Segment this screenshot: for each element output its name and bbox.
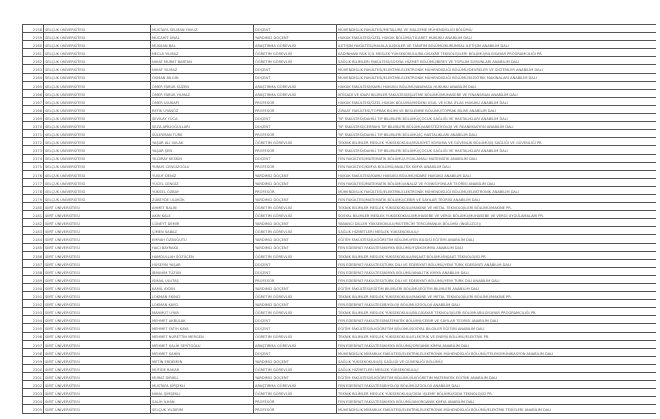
department-cell[interactable]: MÜHENDİSLİK MİMARLIK FAKÜLTESİ/ELEKTRİK-ELEKTRONİK MÜHENDİSLİĞİ BÖLÜMÜ/TELEKOMÜNİKASYON ANABİLİM DALI [337,348,657,356]
name-cell[interactable]: MÜFİDE BAKAR [151,364,254,372]
department-cell[interactable]: HUKUK FAKÜLTESİ/KAMU HUKUKU BÖLÜMÜ/İDARE HUKUKU ANABİLİM DALI [337,170,657,178]
name-cell[interactable]: MEHMET AKBULAK [151,316,254,324]
table-row[interactable] [23,324,657,332]
university-cell[interactable]: SELÇUK ÜNİVERSİTESİ [44,73,151,81]
table-row[interactable] [23,373,657,381]
row-number[interactable]: 2199 [23,356,44,364]
row-number[interactable]: 2192 [23,300,44,308]
name-cell[interactable]: MEHMET FATİH KAYA [151,324,254,332]
name-cell[interactable]: MÜCAHİT ÜNAL [151,33,254,41]
department-cell[interactable]: SAĞLIK YÜKSEKOKULU/İŞ SAĞLIĞI VE GÜVENLİĞİ BÖLÜMÜ/ [337,356,657,364]
table-row[interactable] [23,33,657,41]
table-row[interactable] [23,259,657,267]
name-cell[interactable]: AKIN KALE [151,211,254,219]
department-cell[interactable]: EĞİTİM FAKÜLTESİ/EĞİTİM BİLİMLERİ BÖLÜMÜ/EĞİTİM BİLİMLERİ ANABİLİM DALI [337,284,657,292]
table-row[interactable] [23,397,657,405]
name-cell[interactable]: NİHAT YILMAZ [151,65,254,73]
department-cell[interactable]: ZİRAAT FAKÜLTESİ/TOPRAK BİLİMİ VE BESLENME BÖLÜMÜ/TOPRAK BİLİMİ ANABİLİM DALI [337,105,657,113]
department-cell[interactable]: FEN EDEBİYAT FAKÜLTESİ/KİMYA BÖLÜMÜ/ANALİTİK KİMYA ANABİLİM DALI [337,267,657,275]
name-cell[interactable]: MEHMET SALİH SEYİTOĞLU [151,340,254,348]
university-cell[interactable]: SELÇUK ÜNİVERSİTESİ [44,154,151,162]
name-cell[interactable]: SALİH İLHAN [151,397,254,405]
name-cell[interactable]: LOKMAN KAYCI [151,300,254,308]
table-row[interactable] [23,356,657,364]
department-cell[interactable]: TIP FAKÜLTESİ/DAHİLİ TIP BİLİMLERİ BÖLÜMÜ/İÇ HASTALIKLARI ANABİLİM DALI [337,130,657,138]
department-cell[interactable]: TEKNİK BİLİMLER MESLEK YÜKSEKOKULU/BİLGİSAYAR TEKNOLOJİLERİ BÖLÜMÜ/BİLGİSAYAR PROGRAMCILIĞI PR. [337,308,657,316]
department-cell[interactable]: MÜHENDİSLİK FAKÜLTESİ/ELEKTRİK-ELEKTRONİK MÜHENDİSLİĞİ BÖLÜMÜ/ELEKTRİK MAKİNALARI ANABİLİM DALI [337,73,657,81]
table-row[interactable] [23,211,657,219]
university-cell[interactable]: SİİRT ÜNİVERSİTESİ [44,389,151,397]
table-row[interactable] [23,122,657,130]
table-row[interactable] [23,284,657,292]
title-cell[interactable]: ARAŞTIRMA GÖREVLİSİ [254,340,337,348]
table-row[interactable] [23,219,657,227]
title-cell[interactable]: PROFESÖR [254,146,337,154]
table-row[interactable] [23,364,657,372]
row-number[interactable]: 2160 [23,41,44,49]
name-cell[interactable]: YILDIRAY KESKİN [151,154,254,162]
name-cell[interactable]: HÜSEYİN YAŞAR [151,259,254,267]
title-cell[interactable]: YARDIMCI DOÇENT [254,356,337,364]
department-cell[interactable]: FEN FAKÜLTESİ/MATEMATİK BÖLÜMÜ/ANALİZ VE FONKSİYONLAR TEORİSİ ANABİLİM DALI [337,178,657,186]
name-cell[interactable]: NECLA YILMAZ [151,49,254,57]
department-cell[interactable]: TEKNİK BİLİMLER MESLEK YÜKSEKOKULU/MÜLKİYET KORUMA VE GÜVENLİK BÖLÜMÜ/İŞ SAĞLIĞI VE GÜVENLİĞİ PR. [337,138,657,146]
row-number[interactable]: 2174 [23,154,44,162]
university-cell[interactable]: SİİRT ÜNİVERSİTESİ [44,211,151,219]
department-cell[interactable]: TEKNİK BİLİMLER MESLEK YÜKSEKOKULU/GIDA İŞLEME BÖLÜMÜ/GIDA TEKNOLOJİSİ PR. [337,389,657,397]
name-cell[interactable]: HACI BAYRAKA [151,243,254,251]
table-row[interactable] [23,105,657,113]
row-number[interactable]: 2179 [23,194,44,202]
title-cell[interactable]: PROFESÖR [254,130,337,138]
name-cell[interactable]: İSMAİL ULUTAŞ [151,275,254,283]
table-row[interactable] [23,381,657,389]
name-cell[interactable]: KAMİL AYDIN [151,284,254,292]
name-cell[interactable]: NİHAT MURAT BARTAN [151,57,254,65]
row-number[interactable]: 2164 [23,73,44,81]
row-number[interactable]: 2205 [23,405,44,413]
title-cell[interactable]: DOÇENT [254,154,337,162]
title-cell[interactable]: ÖĞRETİM GÖREVLİSİ [254,389,337,397]
title-cell[interactable]: YARDIMCI DOÇENT [254,284,337,292]
department-cell[interactable]: FEN EDEBİYAT FAKÜLTESİ/BİYOLOJİ BÖLÜMÜ/ZOOLOJİ ANABİLİM DALI [337,381,657,389]
title-cell[interactable]: YARDIMCI DOÇENT [254,243,337,251]
department-cell[interactable]: TIP FAKÜLTESİ/DAHİLİ TIP BİLİMLERİ BÖLÜMÜ/ÇOCUK SAĞLIĞI VE HASTALIKLARI ANABİLİM DALI [337,114,657,122]
name-cell[interactable]: ÇİMEN SABAZ [151,227,254,235]
table-row[interactable] [23,186,657,194]
row-number[interactable]: 2198 [23,348,44,356]
department-cell[interactable]: FEN EDEBİYAT FAKÜLTESİ/MATEMATİK BÖLÜMÜ/CEBİR VE SAYILAR TEORİSİ ANABİLİM DALI [337,316,657,324]
title-cell[interactable]: ÖĞRETİM GÖREVLİSİ [254,227,337,235]
title-cell[interactable]: DOÇENT [254,122,337,130]
name-cell[interactable]: SELÇUK YILDIRIM [151,405,254,413]
university-cell[interactable]: SELÇUK ÜNİVERSİTESİ [44,57,151,65]
department-cell[interactable]: FEN EDEBİYAT FAKÜLTESİ/TÜRK DİLİ VE EDEBİYATI BÖLÜMÜ/YENİ TÜRK DİLİ ANABİLİM DALI [337,275,657,283]
department-cell[interactable]: MÜHENDİSLİK FAKÜLTESİ/ELEKTRİK-ELEKTRONİK MÜHENDİSLİĞİ BÖLÜMÜ/ELEKTRONİK ANABİLİM DALI [337,186,657,194]
row-number[interactable]: 2204 [23,397,44,405]
name-cell[interactable]: YAŞAR ALİ SULAK [151,138,254,146]
table-row[interactable] [23,81,657,89]
title-cell[interactable]: DOÇENT [254,267,337,275]
row-number[interactable]: 2187 [23,259,44,267]
row-number[interactable]: 2186 [23,251,44,259]
university-cell[interactable]: SELÇUK ÜNİVERSİTESİ [44,49,151,57]
title-cell[interactable]: PROFESÖR [254,397,337,405]
title-cell[interactable]: YARDIMCI DOÇENT [254,219,337,227]
title-cell[interactable]: DOÇENT [254,114,337,122]
title-cell[interactable]: DOÇENT [254,25,337,33]
row-number[interactable]: 2165 [23,81,44,89]
table-row[interactable] [23,97,657,105]
name-cell[interactable]: MAHMUT UYAR [151,308,254,316]
row-number[interactable]: 2195 [23,324,44,332]
table-row[interactable] [23,73,657,81]
department-cell[interactable]: EĞİTİM FAKÜLTESİ/İLKÖĞRETİM BÖLÜMÜ/SOSYAL BİLGİLER EĞİTİMİ ANABİLİM DALI [337,324,657,332]
table-row[interactable] [23,235,657,243]
department-cell[interactable]: FEN EDEBİYAT FAKÜLTESİ/KİMYA BÖLÜMÜ/FİZİKOKİMYA ANABİLİM DALI [337,243,657,251]
title-cell[interactable]: ARAŞTIRMA GÖREVLİSİ [254,381,337,389]
name-cell[interactable]: EMRAH ÖZBUĞUTU [151,235,254,243]
title-cell[interactable]: ÖĞRETİM GÖREVLİSİ [254,203,337,211]
name-cell[interactable]: SEZA APİLİOĞULLARI [151,122,254,130]
row-number[interactable]: 2189 [23,275,44,283]
title-cell[interactable]: ÖĞRETİM GÖREVLİSİ [254,251,337,259]
row-number[interactable]: 2203 [23,389,44,397]
name-cell[interactable]: İBRAHİM TÜZÜN [151,267,254,275]
name-cell[interactable]: YÜCEL CENGİZ [151,178,254,186]
university-cell[interactable]: SELÇUK ÜNİVERSİTESİ [44,162,151,170]
title-cell[interactable]: YARDIMCI DOÇENT [254,194,337,202]
title-cell[interactable]: YARDIMCI DOÇENT [254,373,337,381]
row-number[interactable]: 2197 [23,340,44,348]
title-cell[interactable]: ARAŞTIRMA GÖREVLİSİ [254,81,337,89]
department-cell[interactable]: HUKUK FAKÜLTESİ/ÖZEL HUKUK BÖLÜMÜ/TİCARET HUKUKU ANABİLİM DALI [337,33,657,41]
table-row[interactable] [23,178,657,186]
title-cell[interactable]: ÖĞRETİM GÖREVLİSİ [254,308,337,316]
title-cell[interactable]: DOÇENT [254,324,337,332]
table-row[interactable] [23,114,657,122]
university-cell[interactable]: SİİRT ÜNİVERSİTESİ [44,332,151,340]
title-cell[interactable]: YARDIMCI DOÇENT [254,170,337,178]
department-cell[interactable]: HUKUK FAKÜLTESİ/KAMU HUKUKU BÖLÜMÜ/ANAYASA HUKUKU ANABİLİM DALI [337,81,657,89]
table-row[interactable] [23,162,657,170]
title-cell[interactable]: YARDIMCI DOÇENT [254,33,337,41]
university-cell[interactable]: SELÇUK ÜNİVERSİTESİ [44,41,151,49]
name-cell[interactable]: ÖMER ULUKAPI [151,97,254,105]
university-cell[interactable]: SİİRT ÜNİVERSİTESİ [44,235,151,243]
university-cell[interactable]: SELÇUK ÜNİVERSİTESİ [44,65,151,73]
row-number[interactable]: 2168 [23,105,44,113]
name-cell[interactable]: AHMET BALIN [151,203,254,211]
university-cell[interactable]: SELÇUK ÜNİVERSİTESİ [44,114,151,122]
row-number[interactable]: 2185 [23,243,44,251]
table-row[interactable] [23,300,657,308]
name-cell[interactable]: MUSTAFA SELMAN YAVUZ [151,25,254,33]
title-cell[interactable]: PROFESÖR [254,186,337,194]
title-cell[interactable]: DOÇENT [254,316,337,324]
row-number[interactable]: 2159 [23,33,44,41]
name-cell[interactable]: MEHMET ŞAHİN [151,348,254,356]
name-cell[interactable]: ÖMER FARUK YILMAZ [151,89,254,97]
university-cell[interactable]: SİİRT ÜNİVERSİTESİ [44,227,151,235]
name-cell[interactable]: METİN ERDEMEN [151,356,254,364]
department-cell[interactable]: MÜHENDİSLİK FAKÜLTESİ/METALURJİ VE MALZEME MÜHENDİSLİĞİ BÖLÜMÜ/ [337,25,657,33]
staff-table [22,24,656,414]
row-number[interactable]: 2170 [23,122,44,130]
department-cell[interactable]: TIP FAKÜLTESİ/DAHİLİ TIP BİLİMLERİ BÖLÜMÜ/ÇOCUK SAĞLIĞI VE HASTALIKLARI ANABİLİM DALI [337,146,657,154]
department-cell[interactable]: İLETİŞİM FAKÜLTESİ/HALKLA İLİŞKİLER VE TANITIM BÖLÜMÜ/KURUMSAL İLETİŞİM ANABİLİM DALI [337,41,657,49]
department-cell[interactable]: FEN FAKÜLTESİ/MATEMATİK BÖLÜMÜ/CEBİR VE SAYILAR TEORİSİ ANABİLİM DALI [337,194,657,202]
university-cell[interactable]: SELÇUK ÜNİVERSİTESİ [44,194,151,202]
table-row[interactable] [23,41,657,49]
department-cell[interactable]: SAĞLIK HİZMETLERİ MESLEK YÜKSEKOKULU// [337,227,657,235]
name-cell[interactable]: YÜKSEL ÖZBAY [151,186,254,194]
table-row[interactable] [23,146,657,154]
title-cell[interactable]: DOÇENT [254,73,337,81]
title-cell[interactable]: DOÇENT [254,348,337,356]
table-row[interactable] [23,348,657,356]
department-cell[interactable]: TIP FAKÜLTESİ/CERRAHİ TIP BİLİMLERİ BÖLÜMÜ/ANESTEZİYOLOJİ VE REANİMASYON ANABİLİM DALI [337,122,657,130]
row-number[interactable]: 2188 [23,267,44,275]
name-cell[interactable]: MUSTAFA ŞİPŞEKLİ [151,381,254,389]
table-row[interactable] [23,89,657,97]
university-cell[interactable]: SİİRT ÜNİVERSİTESİ [44,324,151,332]
table-row[interactable] [23,65,657,73]
department-cell[interactable]: TEKNİK BİLİMLER MESLEK YÜKSEKOKULU/MAKİNE VE METAL TEKNOLOJİLERİ BÖLÜMÜ/MAKİNE PR. [337,292,657,300]
name-cell[interactable]: MURAT DİRİKLİ [151,373,254,381]
university-cell[interactable]: SİİRT ÜNİVERSİTESİ [44,219,151,227]
university-cell[interactable]: SİİRT ÜNİVERSİTESİ [44,348,151,356]
row-number[interactable]: 2163 [23,65,44,73]
name-cell[interactable]: NİHAL ŞİMŞEKLİ [151,389,254,397]
university-cell[interactable]: SELÇUK ÜNİVERSİTESİ [44,146,151,154]
title-cell[interactable]: ÖĞRETİM GÖREVLİSİ [254,57,337,65]
row-number[interactable]: 2194 [23,316,44,324]
department-cell[interactable]: HUKUK FAKÜLTESİ/ÖZEL HUKUK BÖLÜMÜ/MEDENİ USUL VE İCRA İFLAS HUKUKU ANABİLİM DALI [337,97,657,105]
department-cell[interactable]: FEN EDEBİYAT FAKÜLTESİ/KİMYA BÖLÜMÜ/ORGANİK KİMYA ANABİLİM DALI [337,340,657,348]
table-row[interactable] [23,316,657,324]
row-number[interactable]: 2166 [23,89,44,97]
table-row[interactable] [23,138,657,146]
table-row[interactable] [23,389,657,397]
title-cell[interactable]: ÖĞRETİM GÖREVLİSİ [254,332,337,340]
department-cell[interactable]: FEN EDEBİYAT FAKÜLTESİ/BİYOLOJİ BÖLÜMÜ/ZOOLOJİ ANABİLİM DALI [337,300,657,308]
row-number[interactable]: 2180 [23,203,44,211]
name-cell[interactable]: CÜNEYT DEMİR [151,219,254,227]
table-row[interactable] [23,292,657,300]
university-cell[interactable]: SELÇUK ÜNİVERSİTESİ [44,97,151,105]
table-row[interactable] [23,203,657,211]
university-cell[interactable]: SİİRT ÜNİVERSİTESİ [44,259,151,267]
university-cell[interactable]: SİİRT ÜNİVERSİTESİ [44,203,151,211]
name-cell[interactable]: MÜSSAN BAL [151,41,254,49]
university-cell[interactable]: SİİRT ÜNİVERSİTESİ [44,300,151,308]
university-cell[interactable]: SELÇUK ÜNİVERSİTESİ [44,105,151,113]
university-cell[interactable]: SİİRT ÜNİVERSİTESİ [44,243,151,251]
name-cell[interactable]: YUSUF DENİZ [151,170,254,178]
row-number[interactable]: 2177 [23,178,44,186]
title-cell[interactable]: ÖĞRETİM GÖREVLİSİ [254,211,337,219]
title-cell[interactable]: PROFESÖR [254,275,337,283]
table-row[interactable] [23,25,657,33]
department-cell[interactable]: FEN FAKÜLTESİ/KİMYA BÖLÜMÜ/ANALİTİK KİMYA ANABİLİM DALI [337,162,657,170]
title-cell[interactable]: DOÇENT [254,259,337,267]
table-row[interactable] [23,154,657,162]
department-cell[interactable]: KADINHANI FAİK İÇİL MESLEK YÜKSEKOKULU/BİLGİSAYAR TEKNOLOJİLERİ BÖLÜMÜ/BİLGİSAYAR PROGRAMCILIĞI PR. [337,49,657,57]
title-cell[interactable]: PROFESÖR [254,97,337,105]
title-cell[interactable]: ARAŞTIRMA GÖREVLİSİ [254,41,337,49]
department-cell[interactable]: FEN EDEBİYAT FAKÜLTESİ/TÜRK DİLİ VE EDEBİYATI BÖLÜMÜ/YENİ TÜRK EDEBİYATI ANABİLİM DALI [337,259,657,267]
university-cell[interactable]: SELÇUK ÜNİVERSİTESİ [44,130,151,138]
department-cell[interactable]: TEKNİK BİLİMLER MESLEK YÜKSEKOKULU/MAKİNE VE METAL TEKNOLOJİLERİ BÖLÜMÜ/MAKİNE PR. [337,203,657,211]
department-cell[interactable]: MÜHENDİSLİK MİMARLIK FAKÜLTESİ/ELEKTRİK-ELEKTRONİK MÜHENDİSLİĞİ BÖLÜMÜ/ELEKTRİK TESİSLERİ ANABİLİM DALI [337,405,657,413]
university-cell[interactable]: SİİRT ÜNİVERSİTESİ [44,251,151,259]
row-number[interactable]: 2184 [23,235,44,243]
title-cell[interactable]: YARDIMCI DOÇENT [254,300,337,308]
table-row[interactable] [23,227,657,235]
table-row[interactable] [23,275,657,283]
row-number[interactable]: 2175 [23,162,44,170]
title-cell[interactable]: PROFESÖR [254,162,337,170]
title-cell[interactable]: ÖĞRETİM GÖREVLİSİ [254,49,337,57]
title-cell[interactable]: ÖĞRETİM GÖREVLİSİ [254,364,337,372]
row-number[interactable]: 2161 [23,49,44,57]
department-cell[interactable]: SAĞLIK BİLİMLERİ FAKÜLTESİ/SOSYAL HİZMET BÖLÜMÜ/BİREY VE TOPLUM SORUNLARI ANABİLİM DALI [337,57,657,65]
row-number[interactable]: 2196 [23,332,44,340]
name-cell[interactable]: HAMDULLAH SÖZÜÇEN [151,251,254,259]
row-number[interactable]: 2171 [23,130,44,138]
department-cell[interactable]: YABANCI DİLLER YÜKSEKOKULU/MÜTERCİM TERCÜMANLIK BÖLÜMÜ (İNGİLİZCE)/ [337,219,657,227]
department-cell[interactable]: SAĞLIK HİZMETLERİ MESLEK YÜKSEKOKULU// [337,364,657,372]
university-cell[interactable]: SELÇUK ÜNİVERSİTESİ [44,33,151,41]
name-cell[interactable]: ÖMER FARUK SÜZEN [151,81,254,89]
row-number[interactable]: 2169 [23,114,44,122]
university-cell[interactable]: SİİRT ÜNİVERSİTESİ [44,308,151,316]
row-number[interactable]: 2190 [23,284,44,292]
title-cell[interactable]: DOÇENT [254,65,337,73]
row-number[interactable]: 2181 [23,211,44,219]
row-number[interactable]: 2167 [23,97,44,105]
university-cell[interactable]: SİİRT ÜNİVERSİTESİ [44,284,151,292]
university-cell[interactable]: SİİRT ÜNİVERSİTESİ [44,267,151,275]
title-cell[interactable]: YARDIMCI DOÇENT [254,235,337,243]
table-row[interactable] [23,49,657,57]
university-cell[interactable]: SELÇUK ÜNİVERSİTESİ [44,178,151,186]
university-cell[interactable]: SİİRT ÜNİVERSİTESİ [44,340,151,348]
university-cell[interactable]: SİİRT ÜNİVERSİTESİ [44,292,151,300]
row-number[interactable]: 2162 [23,57,44,65]
row-number[interactable]: 2193 [23,308,44,316]
department-cell[interactable]: İKTİSADİ VE İDARİ BİLİMLER FAKÜLTESİ/İŞLETME BÖLÜMÜ/MUHASEBE VE FİNANSMAN ANABİLİM DALI [337,89,657,97]
university-cell[interactable]: SİİRT ÜNİVERSİTESİ [44,364,151,372]
row-number[interactable]: 2200 [23,364,44,372]
table-row[interactable] [23,267,657,275]
department-cell[interactable]: EĞİTİM FAKÜLTESİ/İLKÖĞRETİM BÖLÜMÜ/FEN BİLGİSİ EĞİTİMİ ANABİLİM DALI [337,235,657,243]
university-cell[interactable]: SELÇUK ÜNİVERSİTESİ [44,81,151,89]
row-number[interactable]: 2201 [23,373,44,381]
row-number[interactable]: 2191 [23,292,44,300]
department-cell[interactable]: TEKNİK BİLİMLER MESLEK YÜKSEKOKULU/ELEKTRİK VE ENERJİ BÖLÜMÜ/ELEKTRİK PR. [337,332,657,340]
department-cell[interactable]: TEKNİK BİLİMLER MESLEK YÜKSEKOKULU/İNŞAAT BÖLÜMÜ/İNŞAAT TEKNOLOJİSİ PR. [337,251,657,259]
name-cell[interactable]: OSMAN BİLGİN [151,73,254,81]
name-cell[interactable]: ZÜBEYDE ULUKÖK [151,194,254,202]
university-cell[interactable]: SİİRT ÜNİVERSİTESİ [44,275,151,283]
row-number[interactable]: 2183 [23,227,44,235]
table-row[interactable] [23,170,657,178]
department-cell[interactable]: FEN EDEBİYAT FAKÜLTESİ/KİMYA BÖLÜMÜ/ANORGANİK KİMYA ANABİLİM DALI [337,397,657,405]
university-cell[interactable]: SELÇUK ÜNİVERSİTESİ [44,170,151,178]
table-row[interactable] [23,332,657,340]
name-cell[interactable]: YUNUS CENGİZOĞLU [151,162,254,170]
table-row[interactable] [23,251,657,259]
name-cell[interactable]: REFİK UYANÖZ [151,105,254,113]
row-number[interactable]: 2178 [23,186,44,194]
university-cell[interactable]: SELÇUK ÜNİVERSİTESİ [44,186,151,194]
title-cell[interactable]: ÖĞRETİM GÖREVLİSİ [254,138,337,146]
department-cell[interactable]: MÜHENDİSLİK FAKÜLTESİ/ELEKTRİK-ELEKTRONİK MÜHENDİSLİĞİ BÖLÜMÜ/DEVRELER VE SİSTEMLER ANABİLİM DALI [337,65,657,73]
name-cell[interactable]: SÜLEYMAN TÜRK [151,130,254,138]
department-cell[interactable]: FEN FAKÜLTESİ/MATEMATİK BÖLÜMÜ/UYGULAMALI MATEMATİK ANABİLİM DALI [337,154,657,162]
department-cell[interactable]: EĞİTİM FAKÜLTESİ/İLKÖĞRETİM BÖLÜMÜ/İLKÖĞRETİM MATEMATİK EĞİTİMİ ANABİLİM DALI [337,373,657,381]
university-cell[interactable]: SİİRT ÜNİVERSİTESİ [44,356,151,364]
title-cell[interactable]: ARAŞTIRMA GÖREVLİSİ [254,89,337,97]
university-cell[interactable]: SİİRT ÜNİVERSİTESİ [44,316,151,324]
spreadsheet [22,24,656,414]
row-number[interactable]: 2182 [23,219,44,227]
university-cell[interactable]: SELÇUK ÜNİVERSİTESİ [44,122,151,130]
table-row[interactable] [23,405,657,413]
university-cell[interactable]: SELÇUK ÜNİVERSİTESİ [44,89,151,97]
table-row[interactable] [23,308,657,316]
university-cell[interactable]: SİİRT ÜNİVERSİTESİ [44,405,151,413]
university-cell[interactable]: SİİRT ÜNİVERSİTESİ [44,381,151,389]
title-cell[interactable]: YARDIMCI DOÇENT [254,178,337,186]
name-cell[interactable]: YAŞAR ŞEN [151,146,254,154]
row-number[interactable]: 2202 [23,381,44,389]
table-row[interactable] [23,243,657,251]
table-row[interactable] [23,130,657,138]
title-cell[interactable]: PROFESÖR [254,405,337,413]
title-cell[interactable]: ÖĞRETİM GÖREVLİSİ [254,292,337,300]
name-cell[interactable]: SEVİLAY YÜCA [151,114,254,122]
title-cell[interactable]: PROFESÖR [254,105,337,113]
name-cell[interactable]: LOKMAN EKİNCİ [151,292,254,300]
row-number[interactable]: 2158 [23,25,44,33]
row-number[interactable]: 2172 [23,138,44,146]
university-cell[interactable]: SİİRT ÜNİVERSİTESİ [44,397,151,405]
table-row[interactable] [23,57,657,65]
university-cell[interactable]: SELÇUK ÜNİVERSİTESİ [44,25,151,33]
row-number[interactable]: 2173 [23,146,44,154]
university-cell[interactable]: SELÇUK ÜNİVERSİTESİ [44,138,151,146]
row-number[interactable]: 2176 [23,170,44,178]
name-cell[interactable]: MEHMET NURETTİN MERGEN [151,332,254,340]
university-cell[interactable]: SİİRT ÜNİVERSİTESİ [44,373,151,381]
table-row[interactable] [23,194,657,202]
table-row[interactable] [23,340,657,348]
department-cell[interactable]: SOSYAL BİLİMLER MESLEK YÜKSEKOKULU/MUHASEBE VE VERGİ BÖLÜMÜ/MUHASEBE VE VERGİ UYGULAMALARI PR. [337,211,657,219]
